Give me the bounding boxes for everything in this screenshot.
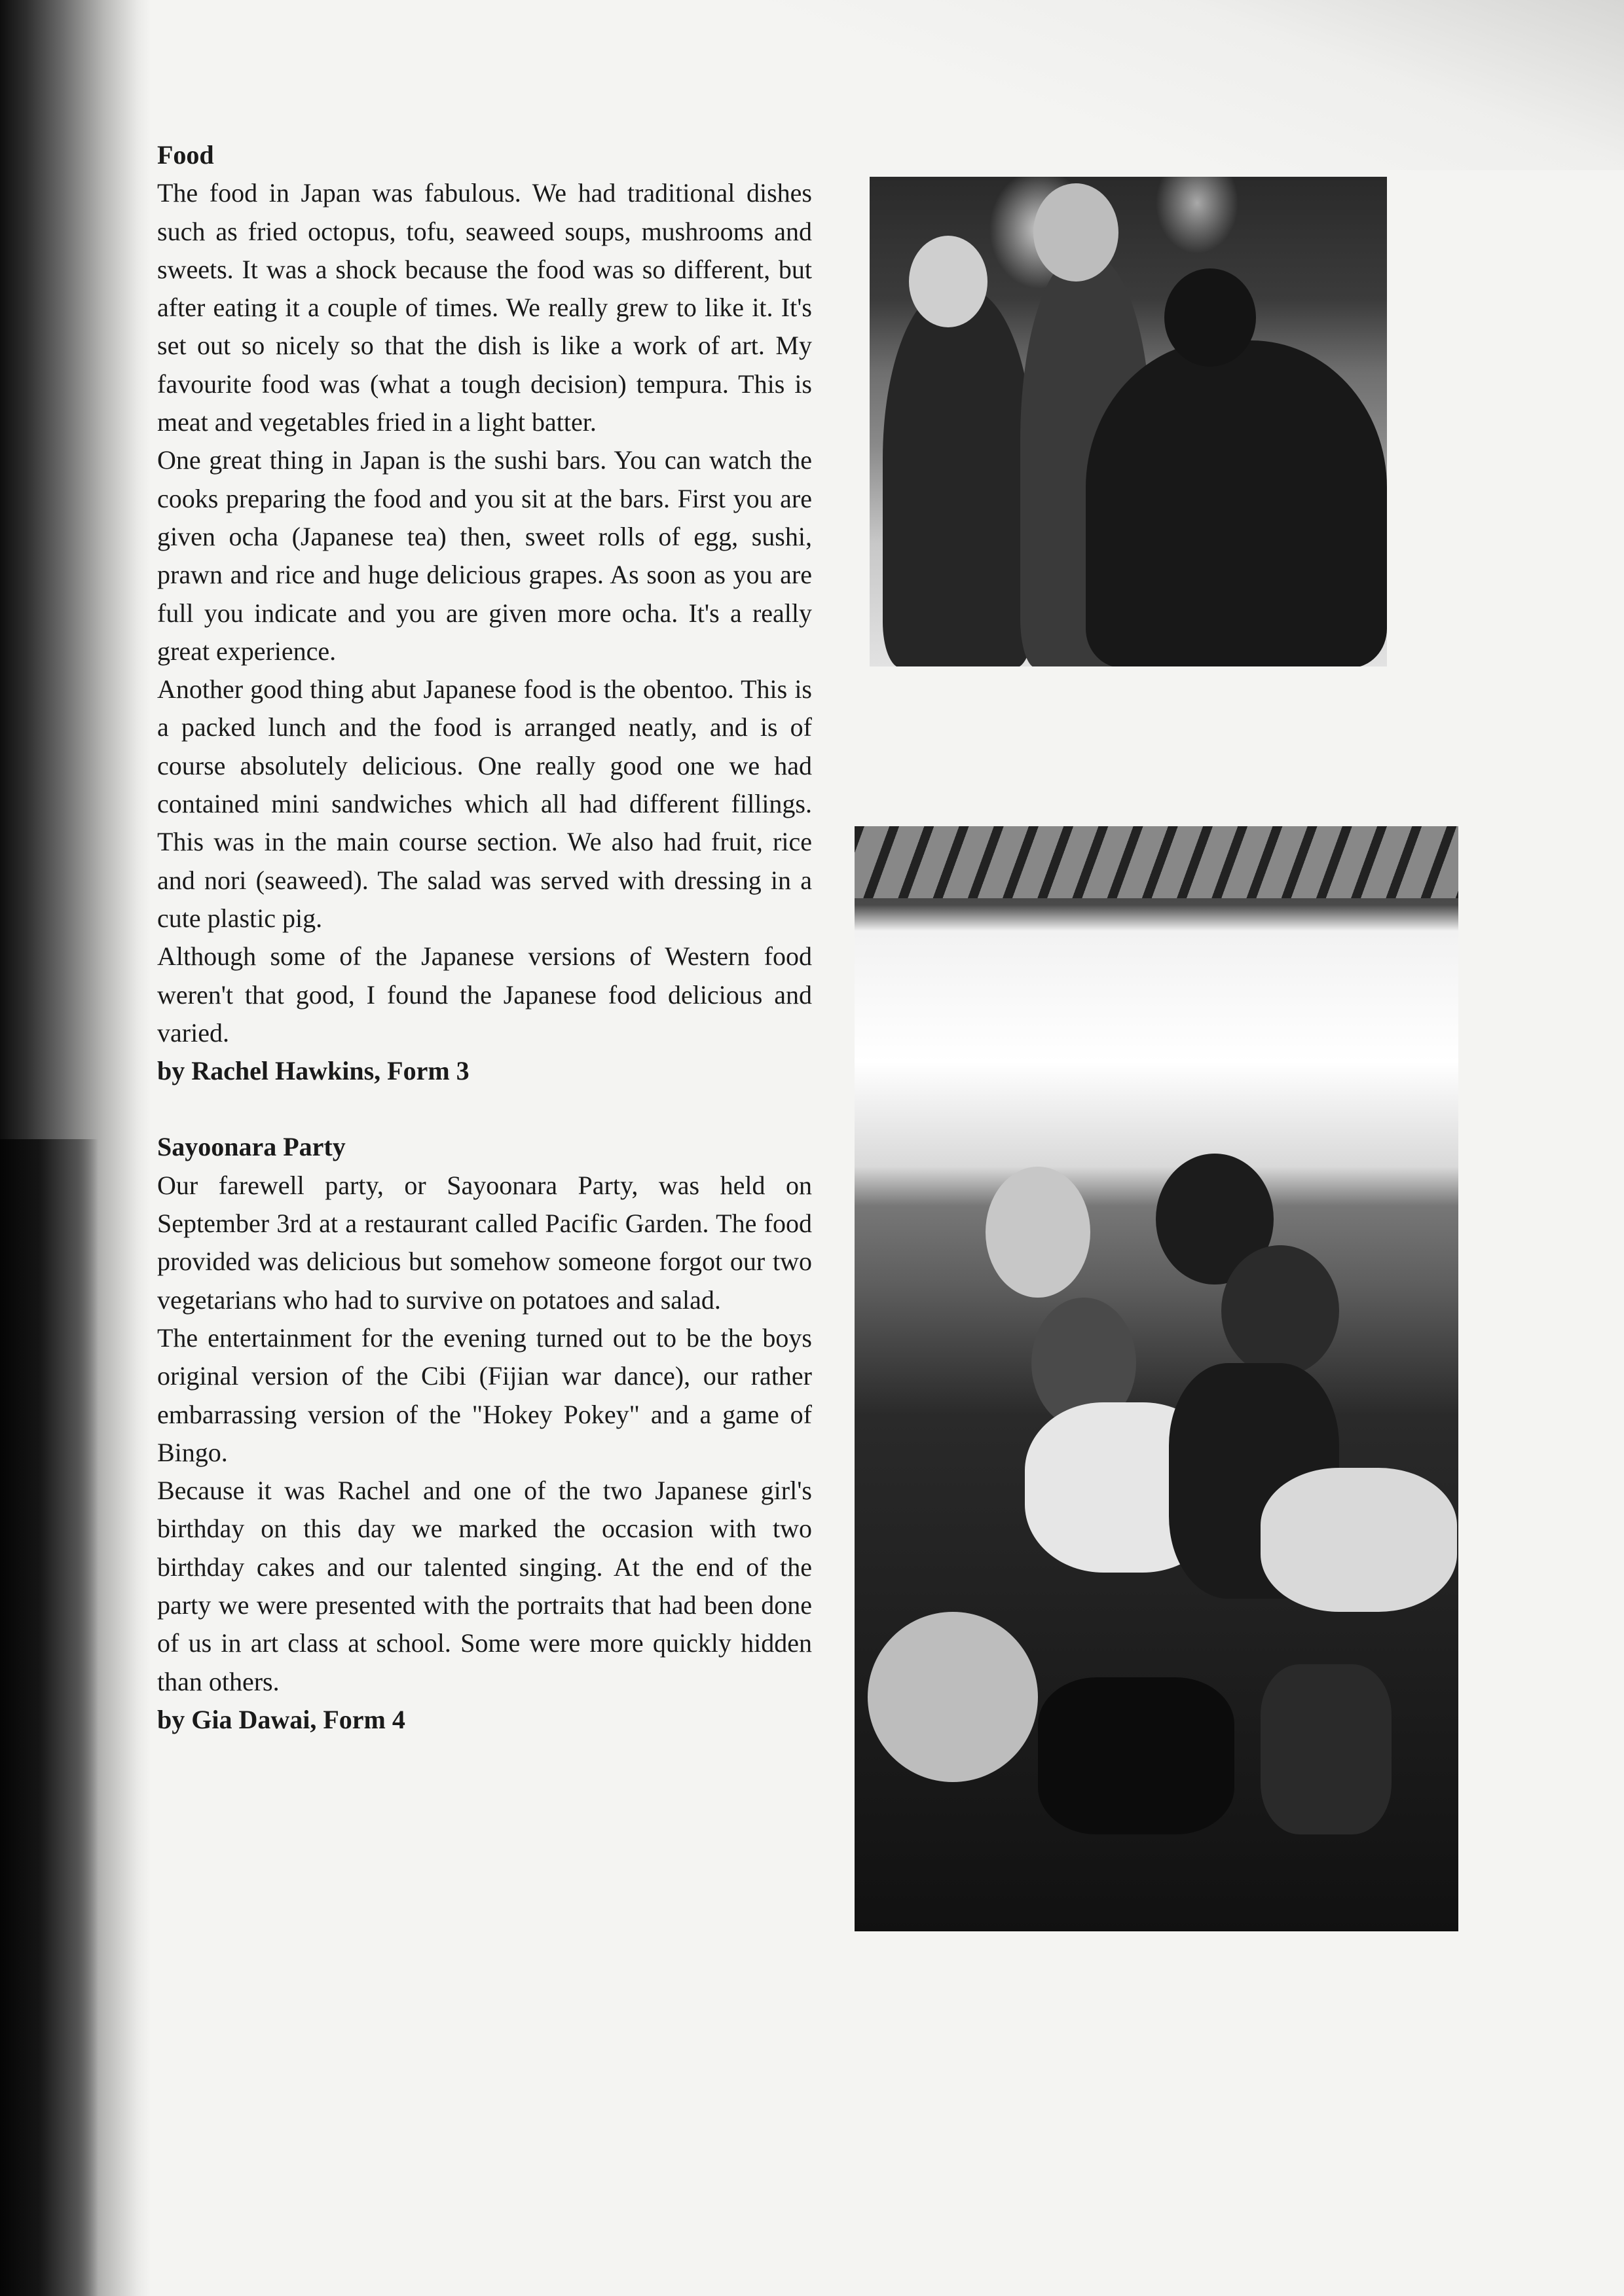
sayoonara-byline: by Gia Dawai, Form 4 (157, 1704, 405, 1734)
photo-figure (1261, 1468, 1457, 1612)
photo-figure (909, 236, 987, 327)
photo-students-walking (870, 177, 1387, 666)
photo-roof-eaves (855, 826, 1458, 898)
food-byline: by Rachel Hawkins, Form 3 (157, 1056, 470, 1086)
food-paragraph: The food in Japan was fabulous. We had traditional dishes such as fried octopus, tofu, seaweed soups, mushrooms and sweets. It was a shock because the food was so different, but after eating it a couple of times. We really grew to like it. It's set out so nicely so that the dish is like a work of art. My favourite food was (what a tough decision) tempura. This is meat and vegetables fried in a light batter. (157, 178, 812, 437)
photo-farewell-party (855, 826, 1458, 1931)
photo-figure (1221, 1245, 1339, 1376)
photo-figure (1038, 1677, 1234, 1834)
sayoonara-paragraph: Our farewell party, or Sayoonara Party, was held on September 3rd at a restaurant called Pacific Garden. The food provided was delicious but somehow someone forgot our two vegetarians who had to survive on potatoes and salad. (157, 1170, 812, 1315)
photo-figure (868, 1612, 1038, 1782)
article-column (157, 136, 812, 1739)
photo-figure (986, 1167, 1090, 1298)
photo-figure (1086, 340, 1387, 666)
section-spacer (157, 1090, 812, 1128)
food-heading: Food (157, 140, 214, 170)
photo-figure (1164, 268, 1256, 367)
sayoonara-heading: Sayoonara Party (157, 1132, 346, 1162)
food-paragraph: One great thing in Japan is the sushi bars. You can watch the cooks preparing the food and you sit at the bars. First you are given ocha (Japanese tea) then, sweet rolls of egg, sushi, prawn and rice and huge delicious grapes. As soon as you are full you indicate and you are given more ocha. It's a really great experience. (157, 445, 812, 666)
food-paragraph: Another good thing abut Japanese food is the obentoo. This is a packed lunch and the food is arranged neatly, and is of course absolutely delicious. One really good one we had contained mini sandwiches which all had different fillings. This was in the main course section. We also had fruit, rice and nori (seaweed). The salad was served with dressing in a cute plastic pig. (157, 674, 812, 933)
photo-figure (883, 288, 1033, 666)
food-paragraph: Although some of the Japanese versions of Western food weren't that good, I found the Japanese food delicious and varied. (157, 941, 812, 1048)
photo-figure (1033, 183, 1118, 282)
photo-figure (1261, 1664, 1392, 1834)
sayoonara-paragraph: The entertainment for the evening turned out to be the boys original version of the Cibi (Fijian war dance), our rather embarrassing version of the "Hokey Pokey" and a game of Bingo. (157, 1322, 812, 1467)
page-binding-dark-edge (0, 1139, 98, 2296)
sayoonara-paragraph: Because it was Rachel and one of the two Japanese girl's birthday on this day we marked the occasion with two birthday cakes and our talented singing. At the end of the party we were presented with the portraits that had been done of us in art class at school. Some were more quickly hidden than others. (157, 1476, 812, 1696)
